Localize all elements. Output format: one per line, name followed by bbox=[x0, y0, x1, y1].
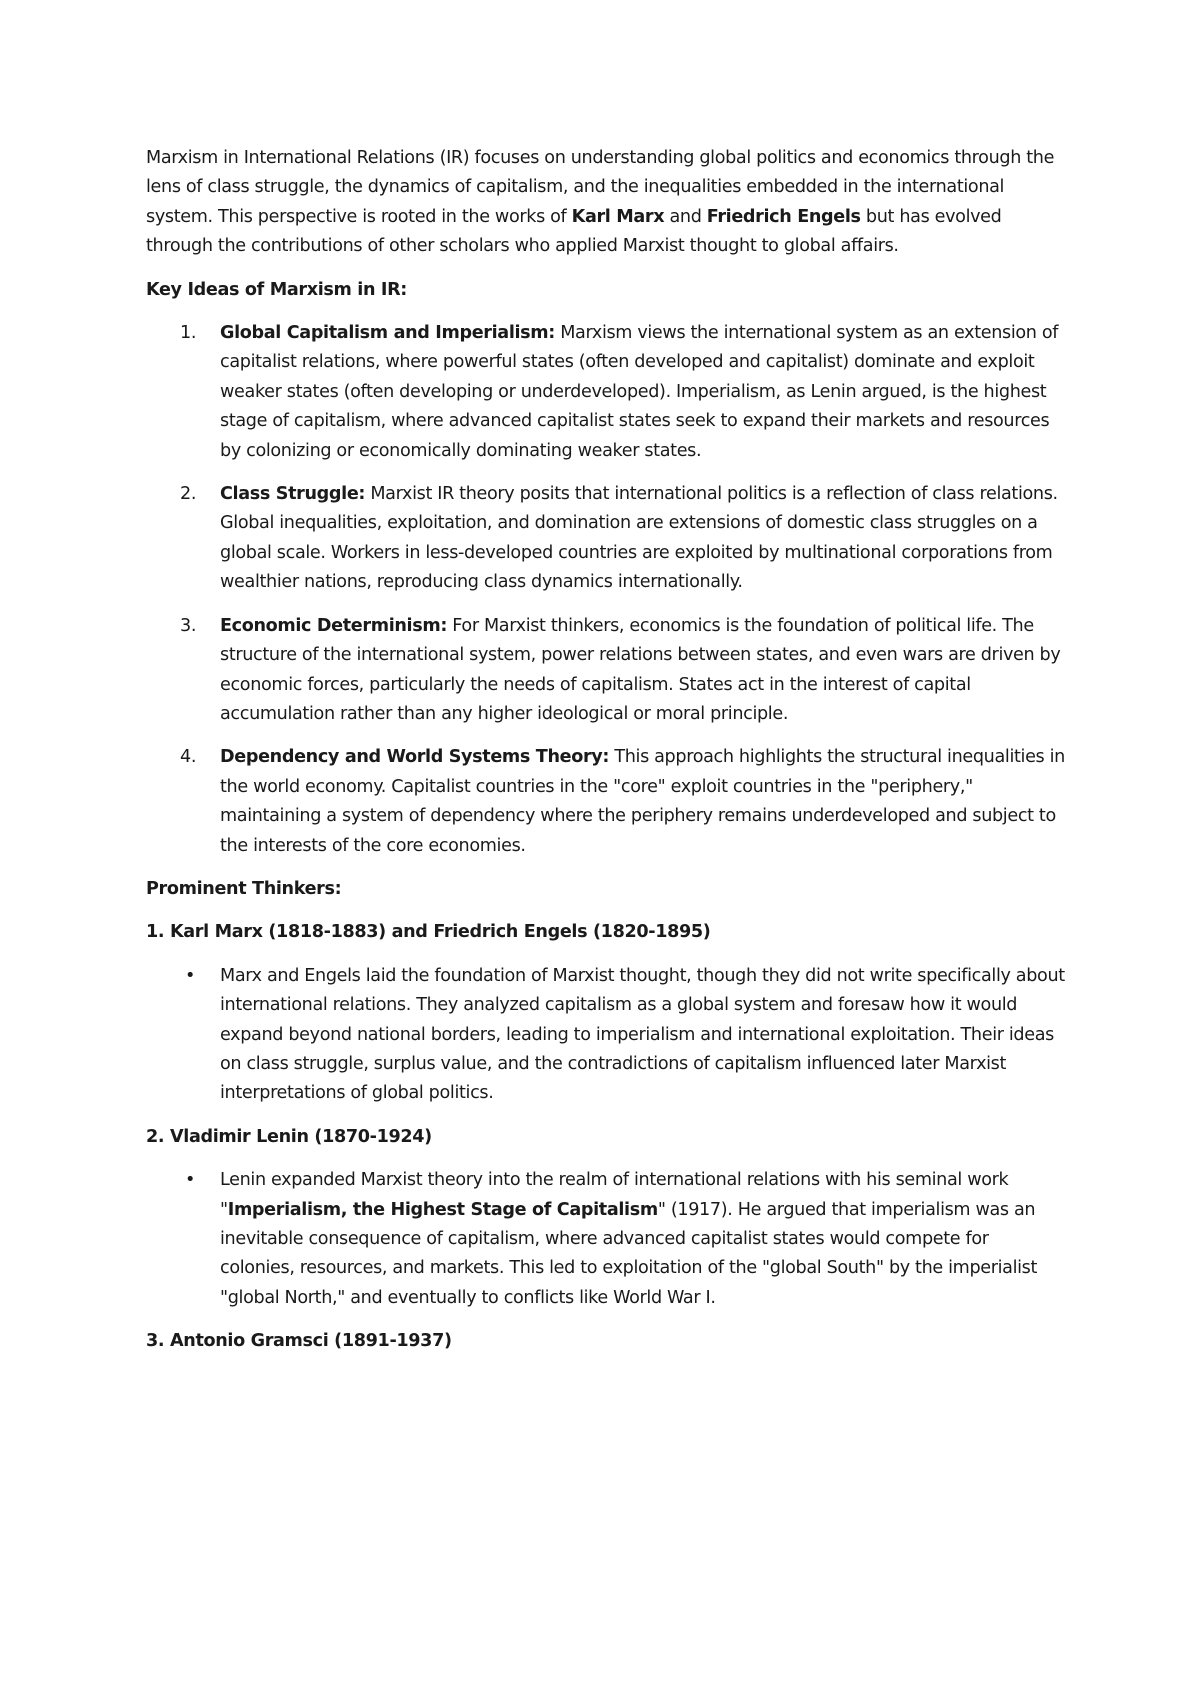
bullet-icon: • bbox=[185, 965, 196, 986]
key-idea-title: Class Struggle: bbox=[220, 484, 366, 505]
list-number: 1. bbox=[180, 323, 197, 344]
list-number: 4. bbox=[180, 747, 197, 768]
thinker-heading-gramsci: 3. Antonio Gramsci (1891-1937) bbox=[146, 1331, 452, 1352]
intro-paragraph bbox=[146, 144, 1066, 262]
book-title-bold: Imperialism, the Highest Stage of Capitalism bbox=[227, 1199, 658, 1220]
intro-text: but has evolved through the contributions of other scholars who applied Marxist thought to global affairs. bbox=[146, 206, 1002, 257]
bullet-text: " (1917). He argued that imperialism was an inevitable consequence of capitalism, where advanced capitalist states would compete for colonies, resources, and markets. This led to exploitation of the "global South" by the imperialist "global North," and eventually to conflicts like World War I. bbox=[220, 1199, 1038, 1308]
thinker-heading-marx-engels: 1. Karl Marx (1818-1883) and Friedrich Engels (1820-1895) bbox=[146, 922, 711, 943]
key-idea-item bbox=[146, 480, 1066, 598]
key-ideas-list bbox=[146, 319, 1066, 861]
marx-engels-bullets bbox=[146, 962, 1066, 1109]
list-number: 3. bbox=[180, 615, 197, 636]
key-idea-text: For Marxist thinkers, economics is the foundation of political life. The structure of the international system, power relations between states, and even wars are driven by economic forces, particularly the needs of capitalism. States act in the interest of capital accumulation rather than any higher ideological or moral principle. bbox=[220, 615, 1061, 724]
prominent-thinkers-heading: Prominent Thinkers: bbox=[146, 878, 342, 899]
key-ideas-heading: Key Ideas of Marxism in IR: bbox=[146, 279, 407, 300]
key-idea-title: Economic Determinism: bbox=[220, 615, 448, 636]
bullet-icon: • bbox=[185, 1170, 196, 1191]
key-idea-text: This approach highlights the structural inequalities in the world economy. Capitalist countries in the "core" exploit countries in the "periphery," maintaining a system of dependency where the periphery remains underdeveloped and subject to the interests of the core economies. bbox=[220, 747, 1065, 856]
bullet-item bbox=[146, 1166, 1066, 1313]
key-idea-item bbox=[146, 743, 1066, 861]
key-idea-text: Marxist IR theory posits that international politics is a reflection of class relations. Global inequalities, exploitation, and domination are extensions of domestic class struggles on a global scale. Workers in less-developed countries are exploited by multinational corporations from wealthier nations, reproducing class dynamics internationally. bbox=[220, 484, 1058, 593]
bullet-text: Marx and Engels laid the foundation of Marxist thought, though they did not write specifically about international relations. They analyzed capitalism as a global system and foresaw how it would expand beyond national borders, leading to imperialism and international exploitation. Their ideas on class struggle, surplus value, and the contradictions of capitalism influenced later Marxist interpretations of global politics. bbox=[220, 965, 1065, 1104]
bullet-item bbox=[146, 962, 1066, 1109]
key-idea-text: Marxism views the international system as an extension of capitalist relations, where powerful states (often developed and capitalist) dominate and exploit weaker states (often developing or underdeveloped). Imperialism, as Lenin argued, is the highest stage of capitalism, where advanced capitalist states seek to expand their markets and resources by colonizing or economically dominating weaker states. bbox=[220, 323, 1059, 461]
document-body bbox=[146, 144, 1066, 1371]
intro-text: Marxism in International Relations (IR) focuses on understanding global politics and economics through the lens of class struggle, the dynamics of capitalism, and the inequalities embedded in the international system. This perspective is rooted in the works of bbox=[146, 148, 1055, 227]
intro-bold-karl-marx: Karl Marx bbox=[571, 206, 665, 227]
key-idea-title: Global Capitalism and Imperialism: bbox=[220, 323, 555, 344]
key-idea-item bbox=[146, 612, 1066, 730]
key-idea-item bbox=[146, 319, 1066, 466]
intro-text: and bbox=[664, 206, 707, 227]
list-number: 2. bbox=[180, 484, 197, 505]
thinker-heading-lenin: 2. Vladimir Lenin (1870-1924) bbox=[146, 1126, 432, 1147]
key-idea-title: Dependency and World Systems Theory: bbox=[220, 747, 610, 768]
intro-bold-friedrich-engels: Friedrich Engels bbox=[706, 206, 861, 227]
bullet-text: Lenin expanded Marxist theory into the realm of international relations with his seminal work " bbox=[220, 1170, 1009, 1220]
lenin-bullets bbox=[146, 1166, 1066, 1313]
